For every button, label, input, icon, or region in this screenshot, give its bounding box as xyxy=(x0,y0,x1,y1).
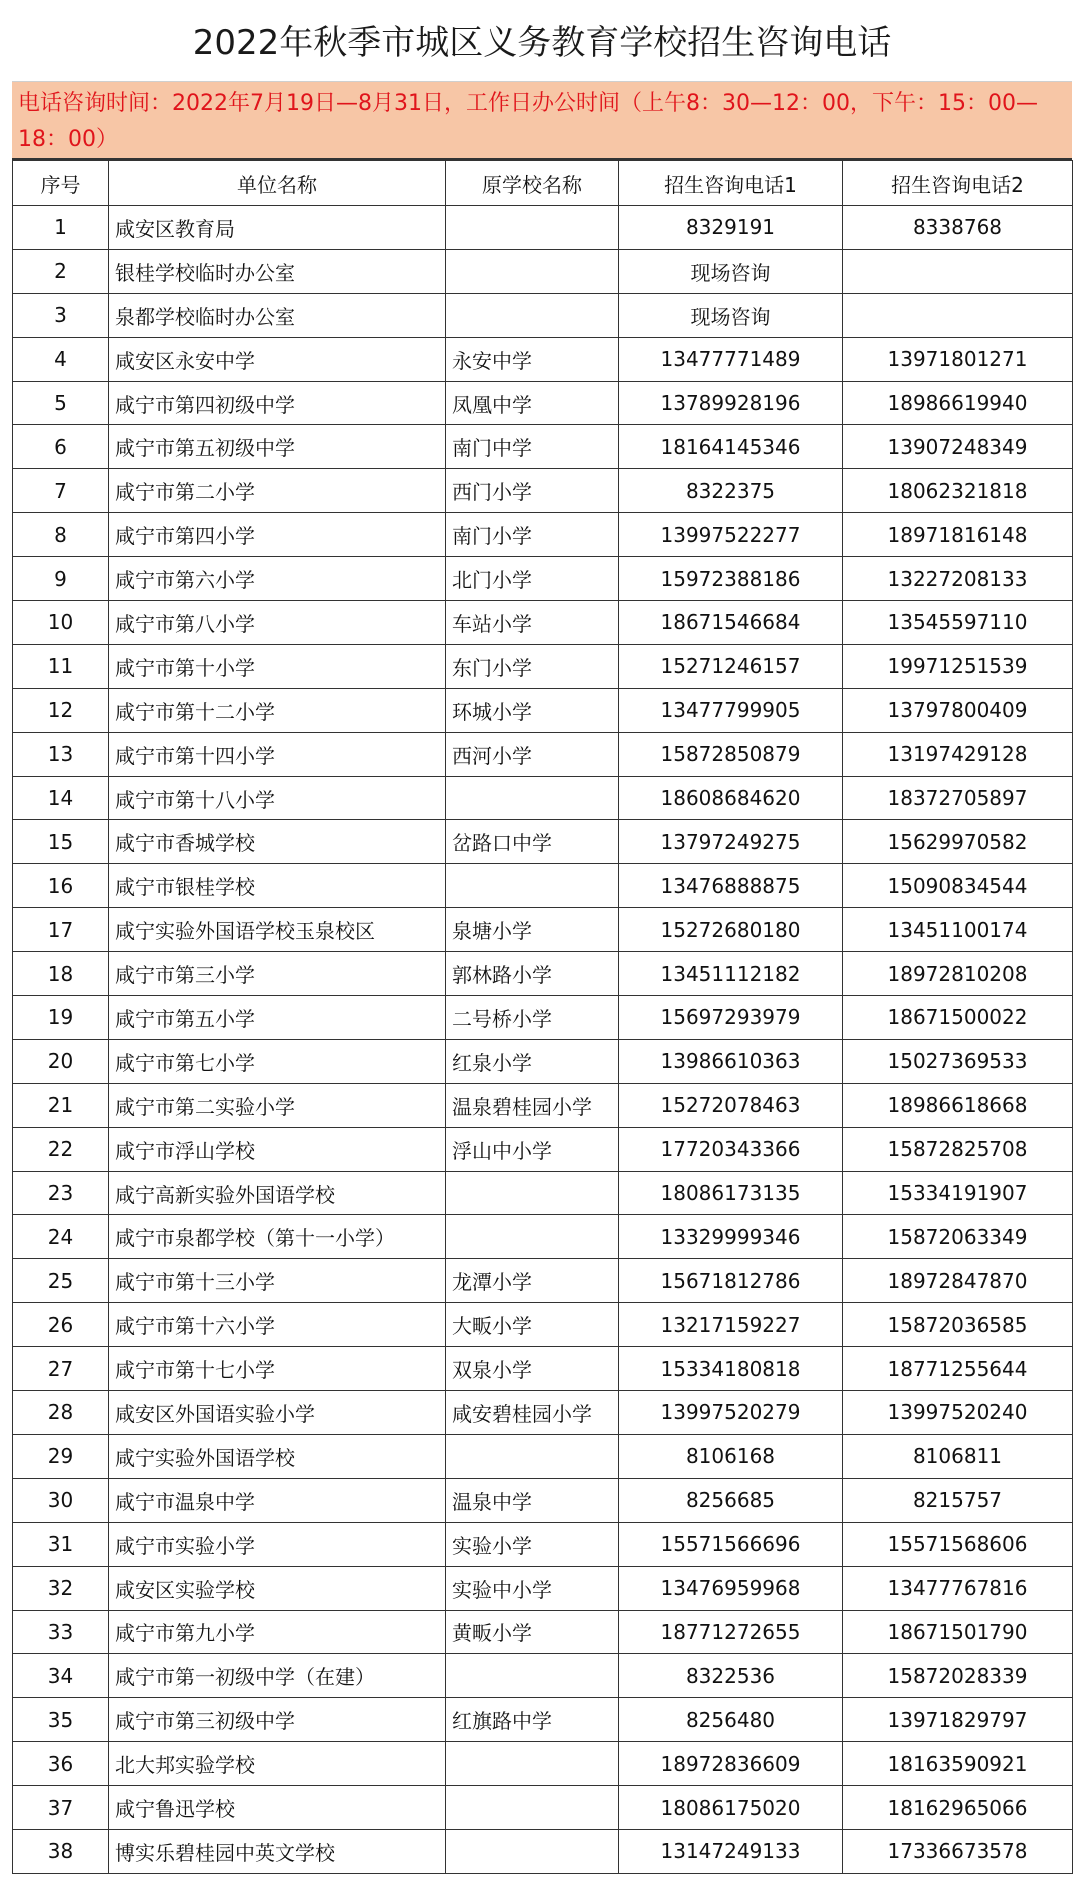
cell-phone-2: 15334191907 xyxy=(843,1171,1073,1215)
cell-original-school xyxy=(446,864,619,908)
cell-unit-name: 咸宁市第三小学 xyxy=(109,952,446,996)
cell-index: 17 xyxy=(13,908,109,952)
cell-phone-1: 8329191 xyxy=(619,206,843,250)
cell-index: 1 xyxy=(13,206,109,250)
table-row xyxy=(13,1566,1073,1610)
consultation-time-notice: 电话咨询时间：2022年7月19日—8月31日，工作日办公时间（上午8：30—12：00，下午：15：00—18：00） xyxy=(12,82,1072,160)
table-row xyxy=(13,1391,1073,1435)
cell-phone-1: 15972388186 xyxy=(619,557,843,601)
cell-index: 5 xyxy=(13,381,109,425)
cell-index: 29 xyxy=(13,1434,109,1478)
cell-unit-name: 咸宁市第十八小学 xyxy=(109,776,446,820)
cell-index: 25 xyxy=(13,1259,109,1303)
cell-original-school: 黄畈小学 xyxy=(446,1610,619,1654)
cell-phone-2: 13971801271 xyxy=(843,337,1073,381)
table-row xyxy=(13,337,1073,381)
cell-phone-1: 15272078463 xyxy=(619,1083,843,1127)
cell-phone-2: 13971829797 xyxy=(843,1698,1073,1742)
table-row xyxy=(13,425,1073,469)
cell-index: 14 xyxy=(13,776,109,820)
cell-phone-2: 15027369533 xyxy=(843,1039,1073,1083)
table-row xyxy=(13,864,1073,908)
cell-original-school: 凤凰中学 xyxy=(446,381,619,425)
cell-phone-1: 18771272655 xyxy=(619,1610,843,1654)
cell-index: 27 xyxy=(13,1347,109,1391)
cell-phone-1: 13797249275 xyxy=(619,820,843,864)
cell-unit-name: 咸宁市第二实验小学 xyxy=(109,1083,446,1127)
cell-phone-2: 15872028339 xyxy=(843,1654,1073,1698)
cell-phone-1: 现场咨询 xyxy=(619,249,843,293)
cell-unit-name: 咸安区永安中学 xyxy=(109,337,446,381)
cell-phone-1: 18086175020 xyxy=(619,1786,843,1830)
cell-phone-1: 13329999346 xyxy=(619,1215,843,1259)
cell-index: 26 xyxy=(13,1303,109,1347)
cell-original-school: 大畈小学 xyxy=(446,1303,619,1347)
cell-unit-name: 咸宁市第六小学 xyxy=(109,557,446,601)
cell-index: 37 xyxy=(13,1786,109,1830)
cell-unit-name: 咸宁市浮山学校 xyxy=(109,1127,446,1171)
cell-original-school xyxy=(446,1742,619,1786)
cell-phone-2: 13797800409 xyxy=(843,688,1073,732)
cell-original-school xyxy=(446,293,619,337)
cell-phone-2: 18062321818 xyxy=(843,469,1073,513)
cell-original-school: 温泉中学 xyxy=(446,1478,619,1522)
cell-unit-name: 咸宁市第七小学 xyxy=(109,1039,446,1083)
table-row xyxy=(13,1610,1073,1654)
header-original-school: 原学校名称 xyxy=(446,161,619,206)
table-row xyxy=(13,601,1073,645)
cell-original-school: 双泉小学 xyxy=(446,1347,619,1391)
cell-phone-2: 17336673578 xyxy=(843,1829,1073,1873)
cell-original-school xyxy=(446,1434,619,1478)
cell-original-school: 红旗路中学 xyxy=(446,1698,619,1742)
cell-phone-2: 18972847870 xyxy=(843,1259,1073,1303)
cell-index: 21 xyxy=(13,1083,109,1127)
cell-phone-2: 8106811 xyxy=(843,1434,1073,1478)
cell-phone-1: 18972836609 xyxy=(619,1742,843,1786)
cell-phone-1: 15272680180 xyxy=(619,908,843,952)
table-row xyxy=(13,249,1073,293)
cell-original-school: 岔路口中学 xyxy=(446,820,619,864)
cell-phone-1: 13476959968 xyxy=(619,1566,843,1610)
cell-phone-1: 13997520279 xyxy=(619,1391,843,1435)
cell-phone-2: 15090834544 xyxy=(843,864,1073,908)
table-row xyxy=(13,908,1073,952)
cell-phone-2: 13477767816 xyxy=(843,1566,1073,1610)
table-row xyxy=(13,732,1073,776)
table-row xyxy=(13,1303,1073,1347)
cell-original-school: 北门小学 xyxy=(446,557,619,601)
cell-phone-1: 8256480 xyxy=(619,1698,843,1742)
cell-phone-2: 15629970582 xyxy=(843,820,1073,864)
table-row xyxy=(13,1654,1073,1698)
cell-index: 24 xyxy=(13,1215,109,1259)
cell-unit-name: 咸宁市实验小学 xyxy=(109,1522,446,1566)
cell-unit-name: 咸宁高新实验外国语学校 xyxy=(109,1171,446,1215)
table-row xyxy=(13,1829,1073,1873)
cell-original-school: 南门中学 xyxy=(446,425,619,469)
table-row xyxy=(13,1698,1073,1742)
table-row xyxy=(13,776,1073,820)
cell-index: 4 xyxy=(13,337,109,381)
cell-index: 6 xyxy=(13,425,109,469)
cell-index: 7 xyxy=(13,469,109,513)
cell-unit-name: 咸宁市第四初级中学 xyxy=(109,381,446,425)
page-title: 2022年秋季市城区义务教育学校招生咨询电话 xyxy=(12,6,1072,82)
cell-unit-name: 咸安区外国语实验小学 xyxy=(109,1391,446,1435)
cell-unit-name: 北大邦实验学校 xyxy=(109,1742,446,1786)
cell-phone-2: 18671501790 xyxy=(843,1610,1073,1654)
cell-index: 11 xyxy=(13,644,109,688)
cell-phone-2: 18986618668 xyxy=(843,1083,1073,1127)
cell-phone-2: 18162965066 xyxy=(843,1786,1073,1830)
cell-phone-2: 13197429128 xyxy=(843,732,1073,776)
cell-phone-2: 18771255644 xyxy=(843,1347,1073,1391)
cell-phone-2: 8215757 xyxy=(843,1478,1073,1522)
cell-index: 23 xyxy=(13,1171,109,1215)
table-row xyxy=(13,1039,1073,1083)
table-row xyxy=(13,1127,1073,1171)
cell-unit-name: 咸宁市第一初级中学（在建） xyxy=(109,1654,446,1698)
cell-index: 18 xyxy=(13,952,109,996)
header-phone-1: 招生咨询电话1 xyxy=(619,161,843,206)
cell-original-school: 永安中学 xyxy=(446,337,619,381)
table-row xyxy=(13,293,1073,337)
cell-unit-name: 咸宁鲁迅学校 xyxy=(109,1786,446,1830)
cell-phone-2: 18671500022 xyxy=(843,996,1073,1040)
cell-phone-2: 18986619940 xyxy=(843,381,1073,425)
cell-unit-name: 咸宁市第二小学 xyxy=(109,469,446,513)
cell-original-school: 咸安碧桂园小学 xyxy=(446,1391,619,1435)
cell-index: 30 xyxy=(13,1478,109,1522)
cell-original-school: 浮山中小学 xyxy=(446,1127,619,1171)
contact-table xyxy=(12,160,1073,1874)
cell-original-school: 龙潭小学 xyxy=(446,1259,619,1303)
cell-original-school: 泉塘小学 xyxy=(446,908,619,952)
cell-index: 8 xyxy=(13,513,109,557)
cell-phone-1: 13217159227 xyxy=(619,1303,843,1347)
cell-original-school: 东门小学 xyxy=(446,644,619,688)
cell-phone-2: 15872063349 xyxy=(843,1215,1073,1259)
table-row xyxy=(13,1786,1073,1830)
cell-original-school: 西门小学 xyxy=(446,469,619,513)
cell-unit-name: 博实乐碧桂园中英文学校 xyxy=(109,1829,446,1873)
cell-phone-1: 13477771489 xyxy=(619,337,843,381)
cell-index: 10 xyxy=(13,601,109,645)
cell-phone-1: 现场咨询 xyxy=(619,293,843,337)
cell-index: 22 xyxy=(13,1127,109,1171)
cell-index: 28 xyxy=(13,1391,109,1435)
cell-index: 2 xyxy=(13,249,109,293)
table-row xyxy=(13,557,1073,601)
cell-index: 16 xyxy=(13,864,109,908)
cell-unit-name: 咸宁市第五小学 xyxy=(109,996,446,1040)
cell-unit-name: 咸宁市第三初级中学 xyxy=(109,1698,446,1742)
table-row xyxy=(13,1259,1073,1303)
cell-index: 32 xyxy=(13,1566,109,1610)
table-row xyxy=(13,1215,1073,1259)
cell-phone-2: 18972810208 xyxy=(843,952,1073,996)
cell-unit-name: 咸宁市香城学校 xyxy=(109,820,446,864)
cell-original-school xyxy=(446,206,619,250)
cell-phone-2: 19971251539 xyxy=(843,644,1073,688)
cell-original-school: 车站小学 xyxy=(446,601,619,645)
cell-unit-name: 咸宁市第十六小学 xyxy=(109,1303,446,1347)
cell-phone-1: 8256685 xyxy=(619,1478,843,1522)
cell-index: 9 xyxy=(13,557,109,601)
table-row xyxy=(13,381,1073,425)
cell-unit-name: 咸宁实验外国语学校玉泉校区 xyxy=(109,908,446,952)
cell-phone-2 xyxy=(843,293,1073,337)
cell-unit-name: 咸宁市第四小学 xyxy=(109,513,446,557)
cell-phone-1: 18086173135 xyxy=(619,1171,843,1215)
cell-original-school: 红泉小学 xyxy=(446,1039,619,1083)
cell-original-school xyxy=(446,776,619,820)
cell-phone-1: 13476888875 xyxy=(619,864,843,908)
cell-unit-name: 咸宁市第十三小学 xyxy=(109,1259,446,1303)
cell-phone-1: 15697293979 xyxy=(619,996,843,1040)
cell-unit-name: 咸宁实验外国语学校 xyxy=(109,1434,446,1478)
header-index: 序号 xyxy=(13,161,109,206)
cell-phone-1: 15671812786 xyxy=(619,1259,843,1303)
table-row xyxy=(13,1083,1073,1127)
cell-phone-1: 8322375 xyxy=(619,469,843,513)
cell-phone-2: 13227208133 xyxy=(843,557,1073,601)
table-row xyxy=(13,206,1073,250)
cell-index: 19 xyxy=(13,996,109,1040)
cell-index: 35 xyxy=(13,1698,109,1742)
cell-unit-name: 咸宁市第八小学 xyxy=(109,601,446,645)
cell-original-school: 郭林路小学 xyxy=(446,952,619,996)
table-row xyxy=(13,1742,1073,1786)
cell-original-school xyxy=(446,249,619,293)
cell-unit-name: 泉都学校临时办公室 xyxy=(109,293,446,337)
table-row xyxy=(13,996,1073,1040)
cell-unit-name: 咸宁市泉都学校（第十一小学） xyxy=(109,1215,446,1259)
cell-phone-1: 13986610363 xyxy=(619,1039,843,1083)
cell-phone-2: 13997520240 xyxy=(843,1391,1073,1435)
cell-phone-1: 13477799905 xyxy=(619,688,843,732)
cell-phone-2: 15872825708 xyxy=(843,1127,1073,1171)
cell-unit-name: 咸宁市第十七小学 xyxy=(109,1347,446,1391)
cell-phone-1: 18671546684 xyxy=(619,601,843,645)
cell-unit-name: 咸宁市第九小学 xyxy=(109,1610,446,1654)
cell-index: 15 xyxy=(13,820,109,864)
cell-phone-1: 13147249133 xyxy=(619,1829,843,1873)
cell-phone-2: 18372705897 xyxy=(843,776,1073,820)
cell-index: 12 xyxy=(13,688,109,732)
cell-original-school: 二号桥小学 xyxy=(446,996,619,1040)
cell-unit-name: 咸安区实验学校 xyxy=(109,1566,446,1610)
cell-unit-name: 咸宁市第十四小学 xyxy=(109,732,446,776)
cell-original-school: 南门小学 xyxy=(446,513,619,557)
table-header-row xyxy=(13,161,1073,206)
cell-original-school: 温泉碧桂园小学 xyxy=(446,1083,619,1127)
table-body xyxy=(13,206,1073,1874)
cell-phone-1: 8106168 xyxy=(619,1434,843,1478)
cell-index: 13 xyxy=(13,732,109,776)
cell-original-school: 实验小学 xyxy=(446,1522,619,1566)
cell-phone-1: 18608684620 xyxy=(619,776,843,820)
table-row xyxy=(13,1522,1073,1566)
cell-phone-2: 18163590921 xyxy=(843,1742,1073,1786)
cell-phone-1: 17720343366 xyxy=(619,1127,843,1171)
cell-phone-1: 13997522277 xyxy=(619,513,843,557)
cell-phone-1: 18164145346 xyxy=(619,425,843,469)
cell-unit-name: 咸宁市温泉中学 xyxy=(109,1478,446,1522)
cell-unit-name: 咸宁市第十小学 xyxy=(109,644,446,688)
cell-index: 31 xyxy=(13,1522,109,1566)
cell-phone-2: 13907248349 xyxy=(843,425,1073,469)
table-row xyxy=(13,952,1073,996)
cell-phone-1: 13451112182 xyxy=(619,952,843,996)
cell-phone-1: 15334180818 xyxy=(619,1347,843,1391)
cell-original-school xyxy=(446,1215,619,1259)
table-row xyxy=(13,469,1073,513)
cell-phone-1: 13789928196 xyxy=(619,381,843,425)
cell-index: 20 xyxy=(13,1039,109,1083)
cell-index: 33 xyxy=(13,1610,109,1654)
cell-phone-1: 15271246157 xyxy=(619,644,843,688)
table-row xyxy=(13,644,1073,688)
table-row xyxy=(13,820,1073,864)
cell-index: 34 xyxy=(13,1654,109,1698)
document-sheet xyxy=(12,6,1072,1874)
cell-unit-name: 咸宁市第五初级中学 xyxy=(109,425,446,469)
cell-original-school xyxy=(446,1786,619,1830)
cell-phone-1: 8322536 xyxy=(619,1654,843,1698)
header-unit-name: 单位名称 xyxy=(109,161,446,206)
cell-unit-name: 咸宁市第十二小学 xyxy=(109,688,446,732)
cell-phone-2: 18971816148 xyxy=(843,513,1073,557)
cell-original-school: 西河小学 xyxy=(446,732,619,776)
cell-index: 36 xyxy=(13,1742,109,1786)
cell-original-school: 环城小学 xyxy=(446,688,619,732)
cell-phone-1: 15571566696 xyxy=(619,1522,843,1566)
cell-phone-2 xyxy=(843,249,1073,293)
cell-index: 3 xyxy=(13,293,109,337)
cell-phone-2: 8338768 xyxy=(843,206,1073,250)
table-row xyxy=(13,1478,1073,1522)
cell-original-school xyxy=(446,1171,619,1215)
cell-phone-2: 13545597110 xyxy=(843,601,1073,645)
cell-phone-2: 13451100174 xyxy=(843,908,1073,952)
cell-phone-1: 15872850879 xyxy=(619,732,843,776)
cell-original-school xyxy=(446,1654,619,1698)
table-row xyxy=(13,1171,1073,1215)
table-row xyxy=(13,1434,1073,1478)
table-row xyxy=(13,688,1073,732)
cell-phone-2: 15571568606 xyxy=(843,1522,1073,1566)
cell-original-school xyxy=(446,1829,619,1873)
cell-unit-name: 银桂学校临时办公室 xyxy=(109,249,446,293)
cell-unit-name: 咸宁市银桂学校 xyxy=(109,864,446,908)
table-row xyxy=(13,513,1073,557)
table-row xyxy=(13,1347,1073,1391)
cell-index: 38 xyxy=(13,1829,109,1873)
cell-unit-name: 咸安区教育局 xyxy=(109,206,446,250)
cell-phone-2: 15872036585 xyxy=(843,1303,1073,1347)
header-phone-2: 招生咨询电话2 xyxy=(843,161,1073,206)
cell-original-school: 实验中小学 xyxy=(446,1566,619,1610)
